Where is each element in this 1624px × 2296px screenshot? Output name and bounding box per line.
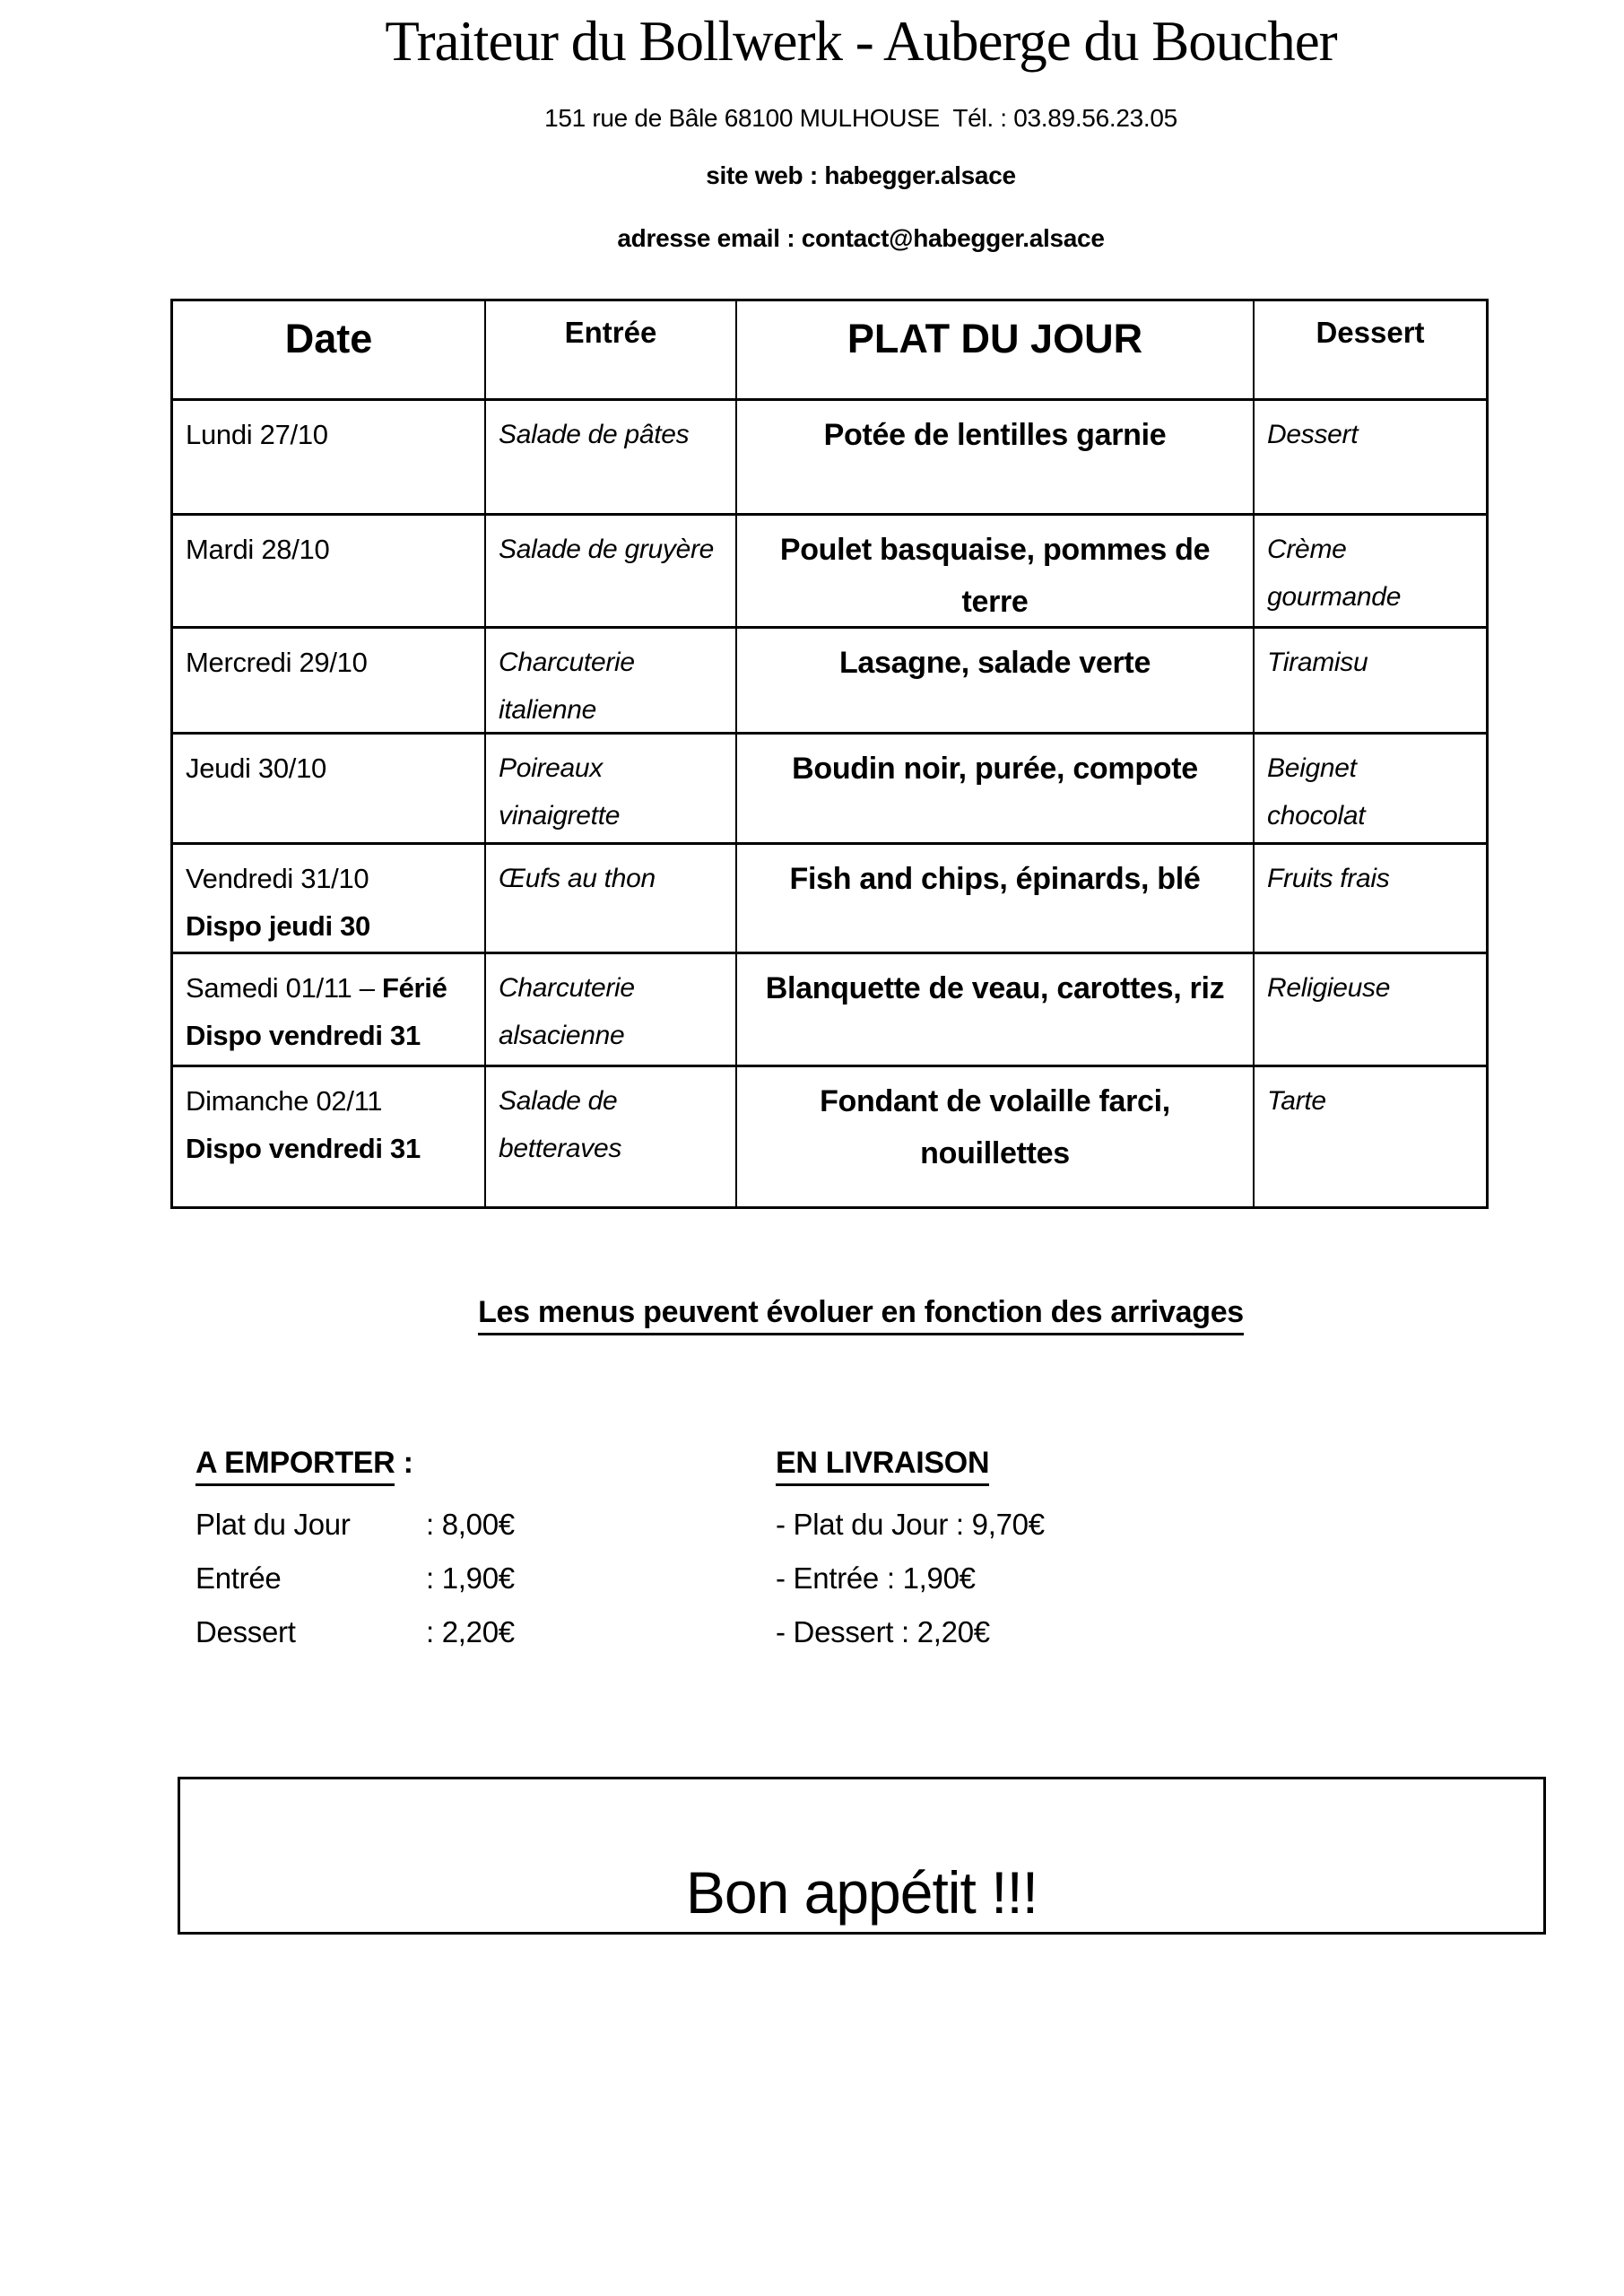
bon-appetit-text: Bon appétit !!!: [685, 1859, 1038, 1926]
plat-cell: Boudin noir, purée, compote: [735, 735, 1253, 842]
menus-note: [170, 1295, 1551, 1335]
menus-note-text: Les menus peuvent évoluer en fonction des arrivages: [478, 1295, 1244, 1335]
table-row: [173, 626, 1486, 732]
date-cell: [173, 516, 484, 626]
plat-cell: Potée de lentilles garnie: [735, 401, 1253, 513]
dessert-cell: Dessert: [1253, 401, 1486, 513]
address-line: 151 rue de Bâle 68100 MULHOUSE Tél. : 03.89.56.23.05: [544, 104, 1177, 132]
date-text: Vendredi 31/10: [186, 863, 369, 894]
date-text: Samedi 01/11 –: [186, 972, 382, 1004]
table-row: [173, 398, 1486, 513]
dessert-cell: Tarte: [1253, 1067, 1486, 1206]
plat-cell: Fish and chips, épinards, blé: [735, 845, 1253, 952]
price-value: : 1,90€: [426, 1561, 515, 1595]
date-dispo-text: Dispo vendredi 31: [186, 1132, 421, 1164]
column-header-plat: PLAT DU JOUR: [735, 301, 1253, 398]
date-dispo-text: Dispo vendredi 31: [186, 1019, 421, 1051]
takeaway-title: [195, 1446, 515, 1486]
table-row: [173, 952, 1486, 1065]
date-text: Jeudi 30/10: [186, 752, 326, 784]
entree-cell: Charcuterie alsacienne: [484, 954, 735, 1065]
plat-cell: Blanquette de veau, carottes, riz: [735, 954, 1253, 1065]
date-text: Mercredi 29/10: [186, 647, 368, 678]
date-text: Dimanche 02/11: [186, 1085, 383, 1117]
date-cell: [173, 629, 484, 732]
date-cell: [173, 401, 484, 513]
price-value: : 8,00€: [426, 1508, 515, 1541]
entree-cell: Salade de betteraves: [484, 1067, 735, 1206]
dessert-cell: Fruits frais: [1253, 845, 1486, 952]
delivery-line: - Plat du Jour : 9,70€: [776, 1508, 1045, 1541]
table-row: [173, 842, 1486, 952]
delivery-line: - Dessert : 2,20€: [776, 1615, 990, 1648]
entree-cell: Charcuterie italienne: [484, 629, 735, 732]
dessert-cell: Religieuse: [1253, 954, 1486, 1065]
email-line: adresse email : contact@habegger.alsace: [617, 224, 1105, 252]
dessert-cell: Crème gourmande: [1253, 516, 1486, 626]
plat-cell: Fondant de volaille farci, nouillettes: [735, 1067, 1253, 1206]
menu-table: [170, 299, 1489, 1209]
delivery-line: - Entrée : 1,90€: [776, 1561, 976, 1595]
table-header-row: [173, 301, 1486, 398]
date-dispo-text: Dispo jeudi 30: [186, 909, 370, 942]
page-title: Traiteur du Bollwerk - Auberge du Boucher: [385, 10, 1337, 73]
entree-cell: Salade de pâtes: [484, 401, 735, 513]
price-row: [195, 1615, 515, 1669]
takeaway-title-colon: :: [395, 1446, 413, 1480]
delivery-title: [776, 1446, 1045, 1486]
date-bold-text: Férié: [381, 972, 447, 1004]
date-cell: [173, 954, 484, 1065]
date-text: Mardi 28/10: [186, 534, 330, 565]
table-row: [173, 732, 1486, 842]
dessert-cell: Tiramisu: [1253, 629, 1486, 732]
date-cell: [173, 735, 484, 842]
date-cell: [173, 1067, 484, 1206]
date-text: Lundi 27/10: [186, 419, 328, 450]
date-cell: [173, 845, 484, 952]
plat-cell: Lasagne, salade verte: [735, 629, 1253, 732]
entree-cell: Salade de gruyère: [484, 516, 735, 626]
price-label: Plat du Jour: [195, 1508, 351, 1541]
takeaway-section: [195, 1446, 515, 1669]
delivery-title-text: EN LIVRAISON: [776, 1446, 989, 1486]
plat-cell: Poulet basquaise, pommes de terre: [735, 516, 1253, 626]
entree-cell: Œufs au thon: [484, 845, 735, 952]
delivery-section: [776, 1446, 1045, 1669]
price-row: [195, 1508, 515, 1561]
takeaway-title-text: A EMPORTER: [195, 1446, 395, 1486]
dessert-cell: Beignet chocolat: [1253, 735, 1486, 842]
price-label: Dessert: [195, 1615, 296, 1648]
column-header-dessert: Dessert: [1253, 301, 1486, 398]
price-label: Entrée: [195, 1561, 282, 1595]
table-row: [173, 513, 1486, 626]
table-row: [173, 1065, 1486, 1206]
website-line: site web : habegger.alsace: [706, 161, 1016, 189]
entree-cell: Poireaux vinaigrette: [484, 735, 735, 842]
price-row: [195, 1561, 515, 1615]
price-value: : 2,20€: [426, 1615, 515, 1648]
column-header-entree: Entrée: [484, 301, 735, 398]
bon-appetit-box: [178, 1777, 1546, 1935]
column-header-date: Date: [284, 316, 373, 361]
